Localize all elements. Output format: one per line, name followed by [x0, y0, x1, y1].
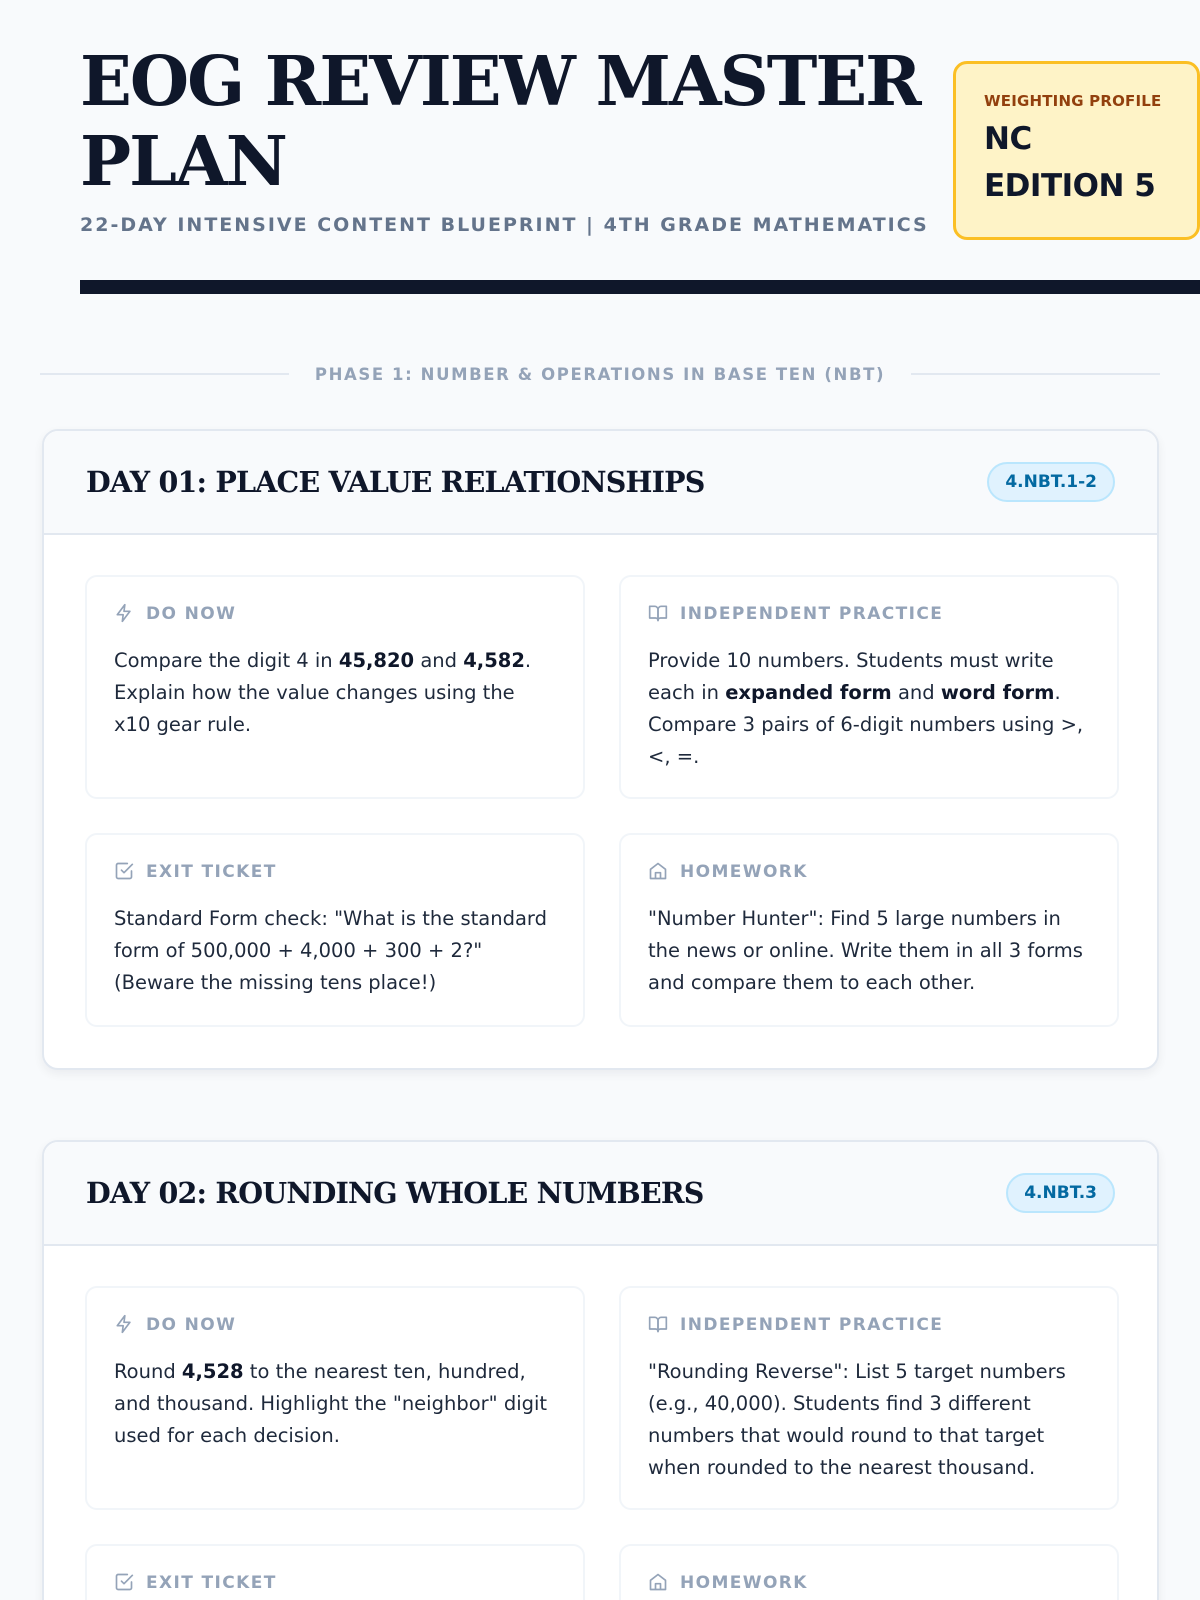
emphasis-text: 4,528: [181, 1360, 244, 1383]
header: [40, 0, 1160, 300]
section-header: [648, 861, 1091, 883]
text-run: and: [414, 649, 464, 672]
emphasis-text: 45,820: [338, 649, 415, 672]
section-text: [114, 1356, 557, 1452]
emphasis-text: expanded form: [725, 681, 892, 704]
section-header: [648, 1572, 1091, 1594]
text-run: and: [891, 681, 941, 704]
section-text: [648, 645, 1091, 773]
home-icon: [648, 1572, 670, 1594]
section-header: [648, 603, 1091, 625]
section-header: [114, 603, 557, 625]
profile-value: NC EDITION 5: [984, 121, 1156, 204]
section-label: INDEPENDENT PRACTICE: [680, 1315, 944, 1335]
emphasis-text: word form: [940, 681, 1055, 704]
section-header: [114, 861, 557, 883]
page-subtitle: 22-DAY INTENSIVE CONTENT BLUEPRINT | 4TH GRADE MATHEMATICS: [80, 214, 929, 236]
text-run: to the nearest ten, hundred, and thousand. Highlight the "neighbor" digit used for each decision.: [114, 1360, 548, 1447]
text-run: Round: [114, 1360, 182, 1383]
text-run: . Explain how the value changes using the x10 gear rule.: [114, 649, 532, 736]
standard-badge: 4.NBT.1-2: [987, 462, 1115, 502]
day-header: [44, 1142, 1157, 1246]
standard-badge: 4.NBT.3: [1006, 1173, 1115, 1213]
section-header: [114, 1572, 557, 1594]
do-now-section: [85, 575, 585, 799]
phase-title: PHASE 1: NUMBER & OPERATIONS IN BASE TEN (NBT): [314, 364, 886, 384]
section-label: DO NOW: [146, 604, 237, 624]
independent-practice-section: [619, 575, 1119, 799]
section-label: HOMEWORK: [680, 1573, 808, 1593]
homework-section: [619, 833, 1119, 1027]
independent-practice-section: [619, 1286, 1119, 1510]
section-text: [648, 1356, 1091, 1484]
section-label: HOMEWORK: [680, 862, 808, 882]
text-run: Standard Form check: "What is the standard form of 500,000 + 4,000 + 300 + 2?" (Beware the missing tens place!): [114, 907, 547, 994]
profile-label: WEIGHTING PROFILE: [984, 92, 1162, 110]
section-text: [114, 903, 557, 999]
weighting-profile-card: [953, 61, 1200, 240]
exit-ticket-section: [85, 833, 585, 1027]
page-title: EOG REVIEW MASTER PLAN: [80, 42, 920, 202]
day-title: DAY 02: ROUNDING WHOLE NUMBERS: [86, 1176, 704, 1210]
header-divider: [80, 280, 1200, 294]
bolt-icon: [114, 603, 136, 625]
text-run: Compare the digit 4 in: [114, 649, 339, 672]
section-label: EXIT TICKET: [146, 1573, 277, 1593]
day-body: [44, 535, 1157, 1067]
day-card: [42, 429, 1159, 1070]
book-icon: [648, 603, 670, 625]
section-label: EXIT TICKET: [146, 862, 277, 882]
text-run: Provide 10 numbers. Students must write each in: [648, 649, 1054, 704]
text-run: "Rounding Reverse": List 5 target numbers (e.g., 40,000). Students find 3 different numbers that would round to that target when rounded to the nearest thousand.: [648, 1360, 1066, 1479]
section-text: [648, 903, 1091, 999]
section-header: [114, 1314, 557, 1336]
text-run: "Number Hunter": Find 5 large numbers in the news or online. Write them in all 3 forms and compare them to each other.: [648, 907, 1083, 994]
day-title: DAY 01: PLACE VALUE RELATIONSHIPS: [86, 465, 705, 499]
homework-section: [619, 1544, 1119, 1600]
phase-line-right: [911, 373, 1160, 375]
section-text: [114, 645, 557, 741]
bolt-icon: [114, 1314, 136, 1336]
book-icon: [648, 1314, 670, 1336]
text-run: . Compare 3 pairs of 6-digit numbers using >, <, =.: [648, 681, 1084, 768]
section-header: [648, 1314, 1091, 1336]
do-now-section: [85, 1286, 585, 1510]
exit-ticket-section: [85, 1544, 585, 1600]
check-square-icon: [114, 861, 136, 883]
phase-divider: [40, 360, 1160, 388]
day-header: [44, 431, 1157, 535]
day-body: [44, 1246, 1157, 1600]
day-card: [42, 1140, 1159, 1600]
emphasis-text: 4,582: [463, 649, 525, 672]
check-square-icon: [114, 1572, 136, 1594]
section-label: INDEPENDENT PRACTICE: [680, 604, 944, 624]
home-icon: [648, 861, 670, 883]
phase-line-left: [40, 373, 289, 375]
section-label: DO NOW: [146, 1315, 237, 1335]
